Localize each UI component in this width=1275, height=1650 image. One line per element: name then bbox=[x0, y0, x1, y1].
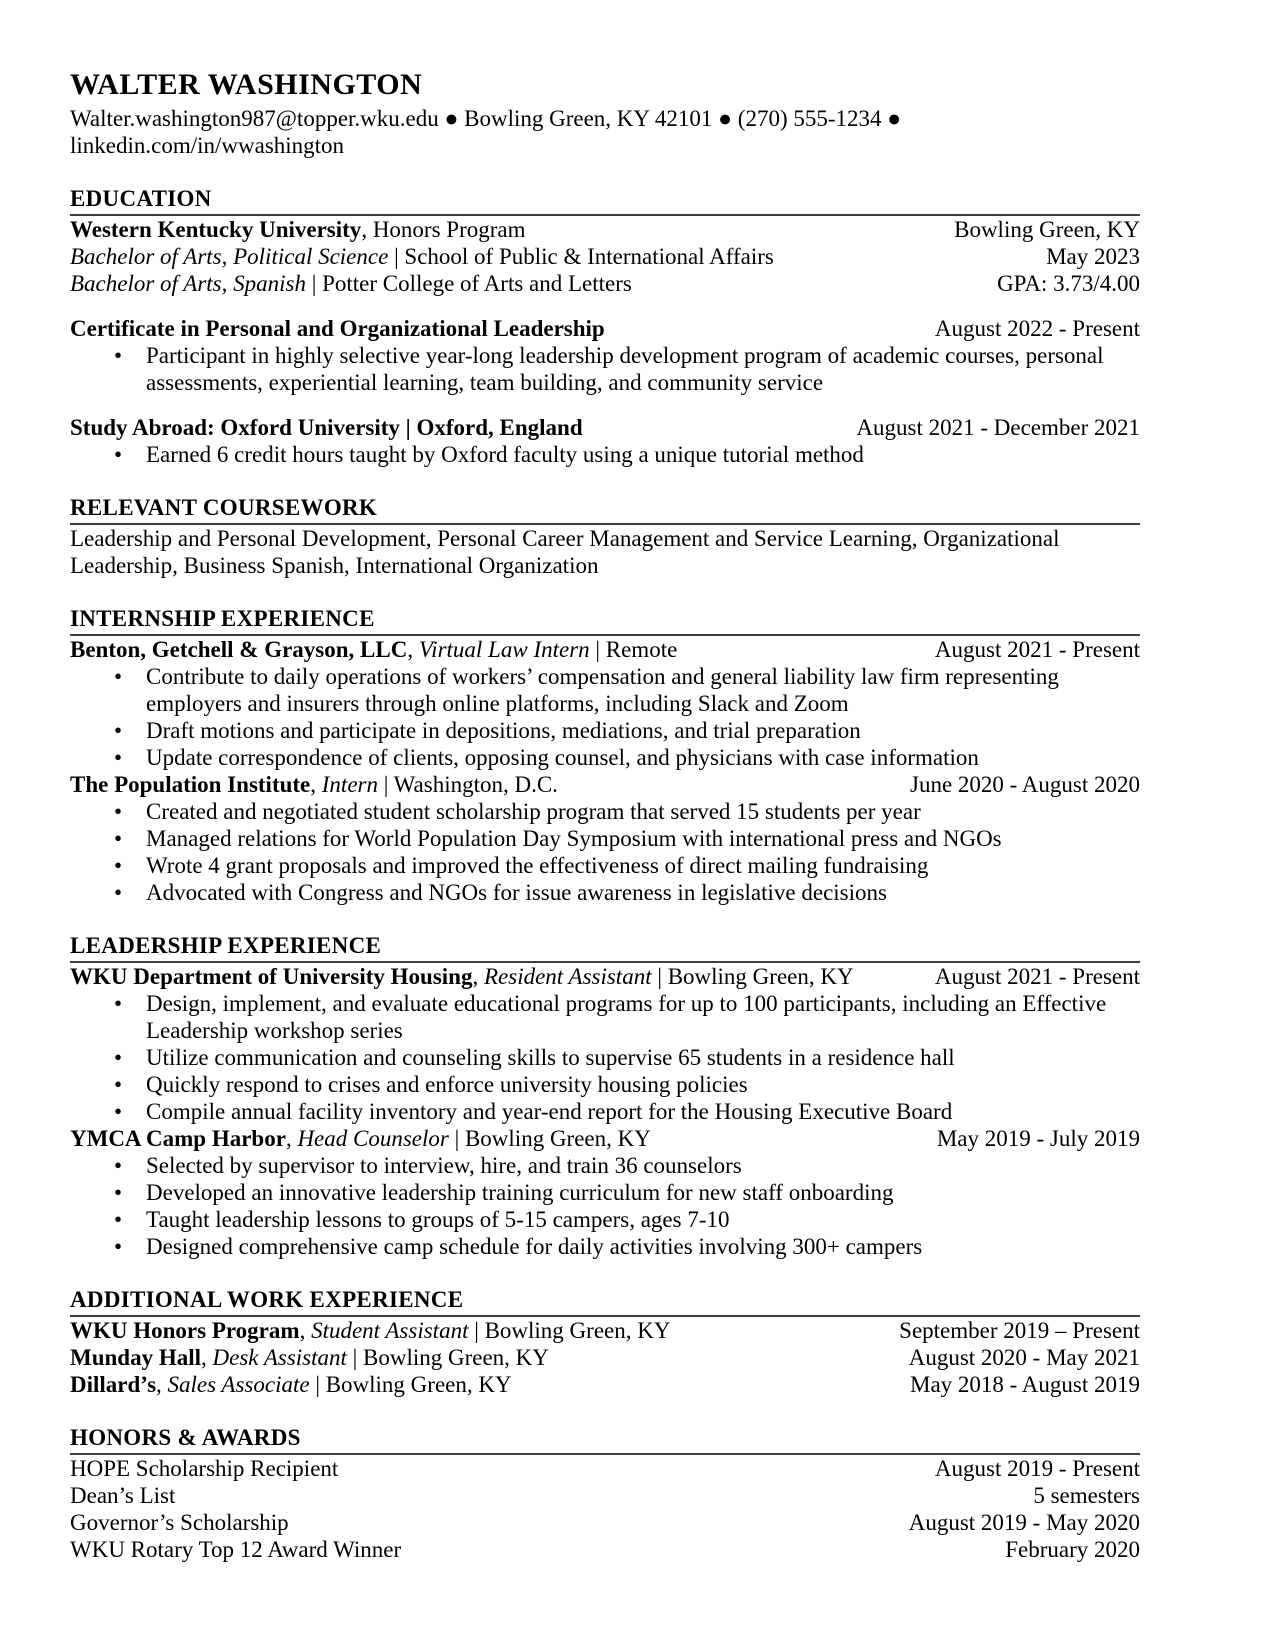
text-run: Benton, Getchell & Grayson, LLC bbox=[70, 637, 408, 662]
text-run: Western Kentucky University bbox=[70, 217, 362, 242]
text-run: , bbox=[310, 772, 322, 797]
bullet-item: • Created and negotiated student scholarship program that served 15 students per year bbox=[70, 798, 1140, 825]
entry bbox=[70, 216, 1140, 297]
bullet-item: • Taught leadership lessons to groups of 5-15 campers, ages 7-10 bbox=[70, 1206, 1140, 1233]
entry-date: May 2023 bbox=[1046, 244, 1140, 269]
bullet-item: • Utilize communication and counseling skills to supervise 65 students in a residence hall bbox=[70, 1044, 1140, 1071]
text-run: Head Counselor bbox=[297, 1126, 449, 1151]
entry-line bbox=[70, 1371, 1140, 1398]
entry bbox=[70, 636, 1140, 771]
bullet-item: • Compile annual facility inventory and year-end report for the Housing Executive Board bbox=[70, 1098, 1140, 1125]
entry-line bbox=[70, 771, 1140, 798]
entry-line bbox=[70, 1317, 1140, 1344]
entry-date: August 2020 - May 2021 bbox=[908, 1345, 1140, 1370]
entry-date: August 2021 - Present bbox=[934, 964, 1140, 989]
entry-line bbox=[70, 636, 1140, 663]
text-run: Sales Associate bbox=[167, 1372, 310, 1397]
entry-text bbox=[70, 216, 942, 243]
bullet-item: • Developed an innovative leadership training curriculum for new staff onboarding bbox=[70, 1179, 1140, 1206]
section-leadership-experience bbox=[70, 933, 1140, 1260]
entry bbox=[70, 1317, 1140, 1398]
entry-text bbox=[70, 270, 985, 297]
entry-date: September 2019 – Present bbox=[899, 1318, 1140, 1343]
entry bbox=[70, 963, 1140, 1125]
text-run: Bachelor of Arts, Spanish bbox=[70, 271, 306, 296]
entry-text bbox=[70, 636, 923, 663]
section-title: INTERNSHIP EXPERIENCE bbox=[70, 606, 1140, 636]
entry-text bbox=[70, 1344, 897, 1371]
text-run: Bachelor of Arts, Political Science bbox=[70, 244, 389, 269]
entry-text bbox=[70, 1371, 898, 1398]
entry-text bbox=[70, 1509, 897, 1536]
section-title: RELEVANT COURSEWORK bbox=[70, 495, 1140, 525]
bullet-list bbox=[70, 663, 1140, 771]
entry-date: August 2019 - May 2020 bbox=[908, 1510, 1140, 1535]
entry-line bbox=[70, 414, 1140, 441]
entry-text bbox=[70, 525, 1140, 579]
contact-line: Walter.washington987@topper.wku.edu ● Bowling Green, KY 42101 ● (270) 555-1234 ● linkedin.com/in/wwashington bbox=[70, 106, 902, 158]
resume-sections bbox=[70, 186, 1140, 1563]
text-run: , bbox=[201, 1345, 213, 1370]
entry-line bbox=[70, 1344, 1140, 1371]
entry-text bbox=[70, 771, 898, 798]
text-run: | Bowling Green, KY bbox=[651, 964, 854, 989]
entry-date: May 2019 - July 2019 bbox=[936, 1126, 1140, 1151]
entry-date: 5 semesters bbox=[1033, 1483, 1140, 1508]
entry bbox=[70, 1125, 1140, 1260]
entry-date: GPA: 3.73/4.00 bbox=[997, 271, 1140, 296]
entry bbox=[70, 525, 1140, 579]
text-run: Leadership and Personal Development, Personal Career Management and Service Learning, Organizational Leadership, Business Spanish, International Organization bbox=[70, 526, 1060, 578]
text-run: The Population Institute bbox=[70, 772, 311, 797]
bullet-item: • Update correspondence of clients, opposing counsel, and physicians with case information bbox=[70, 744, 1140, 771]
text-run: WKU Rotary Top 12 Award Winner bbox=[70, 1537, 402, 1562]
bullet-item: • Wrote 4 grant proposals and improved the effectiveness of direct mailing fundraising bbox=[70, 852, 1140, 879]
bullet-item: • Advocated with Congress and NGOs for issue awareness in legislative decisions bbox=[70, 879, 1140, 906]
text-run: | Bowling Green, KY bbox=[468, 1318, 671, 1343]
text-run: WKU Honors Program bbox=[70, 1318, 300, 1343]
entry-date: August 2021 - December 2021 bbox=[856, 415, 1140, 440]
text-run: Dillard’s bbox=[70, 1372, 157, 1397]
text-run: | Potter College of Arts and Letters bbox=[305, 271, 632, 296]
entry-line bbox=[70, 270, 1140, 297]
text-run: YMCA Camp Harbor bbox=[70, 1126, 286, 1151]
text-run: | School of Public & International Affairs bbox=[388, 244, 774, 269]
text-run: | Bowling Green, KY bbox=[309, 1372, 512, 1397]
section-education bbox=[70, 186, 1140, 468]
text-run: Intern bbox=[321, 772, 378, 797]
text-run: WKU Department of University Housing bbox=[70, 964, 473, 989]
text-run: | Washington, D.C. bbox=[377, 772, 558, 797]
bullet-list bbox=[70, 441, 1140, 468]
bullet-item: • Selected by supervisor to interview, hire, and train 36 counselors bbox=[70, 1152, 1140, 1179]
bullet-item: • Quickly respond to crises and enforce university housing policies bbox=[70, 1071, 1140, 1098]
section-title: ADDITIONAL WORK EXPERIENCE bbox=[70, 1287, 1140, 1317]
entry-date: February 2020 bbox=[1005, 1537, 1140, 1562]
entry bbox=[70, 414, 1140, 468]
section-internship-experience bbox=[70, 606, 1140, 906]
bullet-item: • Managed relations for World Population Day Symposium with international press and NGOs bbox=[70, 825, 1140, 852]
text-run: Study Abroad: Oxford University | Oxford, England bbox=[70, 415, 583, 440]
resume-header bbox=[70, 68, 1140, 159]
entry-text bbox=[70, 1317, 887, 1344]
section-title: EDUCATION bbox=[70, 186, 1140, 216]
entry-text bbox=[70, 315, 923, 342]
bullet-item: • Contribute to daily operations of workers’ compensation and general liability law firm representing employers and insurers through online platforms, including Slack and Zoom bbox=[70, 663, 1140, 717]
bullet-item: • Draft motions and participate in depositions, mediations, and trial preparation bbox=[70, 717, 1140, 744]
bullet-item: • Design, implement, and evaluate educational programs for up to 100 participants, including an Effective Leadership workshop series bbox=[70, 990, 1140, 1044]
entry-line bbox=[70, 1509, 1140, 1536]
entry-line bbox=[70, 1455, 1140, 1482]
entry bbox=[70, 771, 1140, 906]
text-run: , bbox=[472, 964, 484, 989]
section-honors-awards bbox=[70, 1425, 1140, 1563]
entry-line bbox=[70, 963, 1140, 990]
entry-date: May 2018 - August 2019 bbox=[910, 1372, 1140, 1397]
section-relevant-coursework bbox=[70, 495, 1140, 579]
entry-text bbox=[70, 243, 1034, 270]
text-run: , Honors Program bbox=[361, 217, 526, 242]
entry bbox=[70, 315, 1140, 396]
entry-date: Bowling Green, KY bbox=[954, 217, 1140, 242]
entry-line bbox=[70, 243, 1140, 270]
entry-line bbox=[70, 216, 1140, 243]
entry-line bbox=[70, 1125, 1140, 1152]
section-additional-work-experience bbox=[70, 1287, 1140, 1398]
text-run: | Remote bbox=[589, 637, 678, 662]
text-run: HOPE Scholarship Recipient bbox=[70, 1456, 339, 1481]
text-run: Certificate in Personal and Organizational Leadership bbox=[70, 316, 605, 341]
entry bbox=[70, 1455, 1140, 1563]
text-run: | Bowling Green, KY bbox=[346, 1345, 549, 1370]
bullet-list bbox=[70, 990, 1140, 1125]
entry-line bbox=[70, 1482, 1140, 1509]
entry-text bbox=[70, 963, 923, 990]
section-title: LEADERSHIP EXPERIENCE bbox=[70, 933, 1140, 963]
text-run: , bbox=[156, 1372, 168, 1397]
bullet-list bbox=[70, 342, 1140, 396]
candidate-name: WALTER WASHINGTON bbox=[70, 68, 423, 101]
entry-date: August 2019 - Present bbox=[934, 1456, 1140, 1481]
entry-line bbox=[70, 315, 1140, 342]
entry-text bbox=[70, 1482, 1021, 1509]
bullet-item: • Earned 6 credit hours taught by Oxford faculty using a unique tutorial method bbox=[70, 441, 1140, 468]
text-run: , bbox=[299, 1318, 312, 1343]
text-run: Virtual Law Intern bbox=[418, 637, 590, 662]
entry-line bbox=[70, 1536, 1140, 1563]
text-run: Resident Assistant bbox=[483, 964, 652, 989]
text-run: Dean’s List bbox=[70, 1483, 176, 1508]
entry-text bbox=[70, 414, 844, 441]
text-run: Governor’s Scholarship bbox=[70, 1510, 289, 1535]
entry-text bbox=[70, 1455, 923, 1482]
entry-date: August 2022 - Present bbox=[934, 316, 1140, 341]
text-run: Student Assistant bbox=[311, 1318, 469, 1343]
text-run: Munday Hall bbox=[70, 1345, 202, 1370]
entry-text bbox=[70, 1125, 925, 1152]
text-run: | Bowling Green, KY bbox=[448, 1126, 651, 1151]
entry-text bbox=[70, 1536, 993, 1563]
section-title: HONORS & AWARDS bbox=[70, 1425, 1140, 1455]
text-run: Desk Assistant bbox=[212, 1345, 347, 1370]
bullet-list bbox=[70, 1152, 1140, 1260]
text-run: , bbox=[285, 1126, 298, 1151]
entry-date: June 2020 - August 2020 bbox=[910, 772, 1140, 797]
bullet-item: • Designed comprehensive camp schedule for daily activities involving 300+ campers bbox=[70, 1233, 1140, 1260]
text-run: , bbox=[407, 637, 419, 662]
entry-date: August 2021 - Present bbox=[934, 637, 1140, 662]
bullet-list bbox=[70, 798, 1140, 906]
bullet-item: • Participant in highly selective year-long leadership development program of academic courses, personal assessments, experiential learning, team building, and community service bbox=[70, 342, 1140, 396]
entry-line bbox=[70, 525, 1140, 579]
